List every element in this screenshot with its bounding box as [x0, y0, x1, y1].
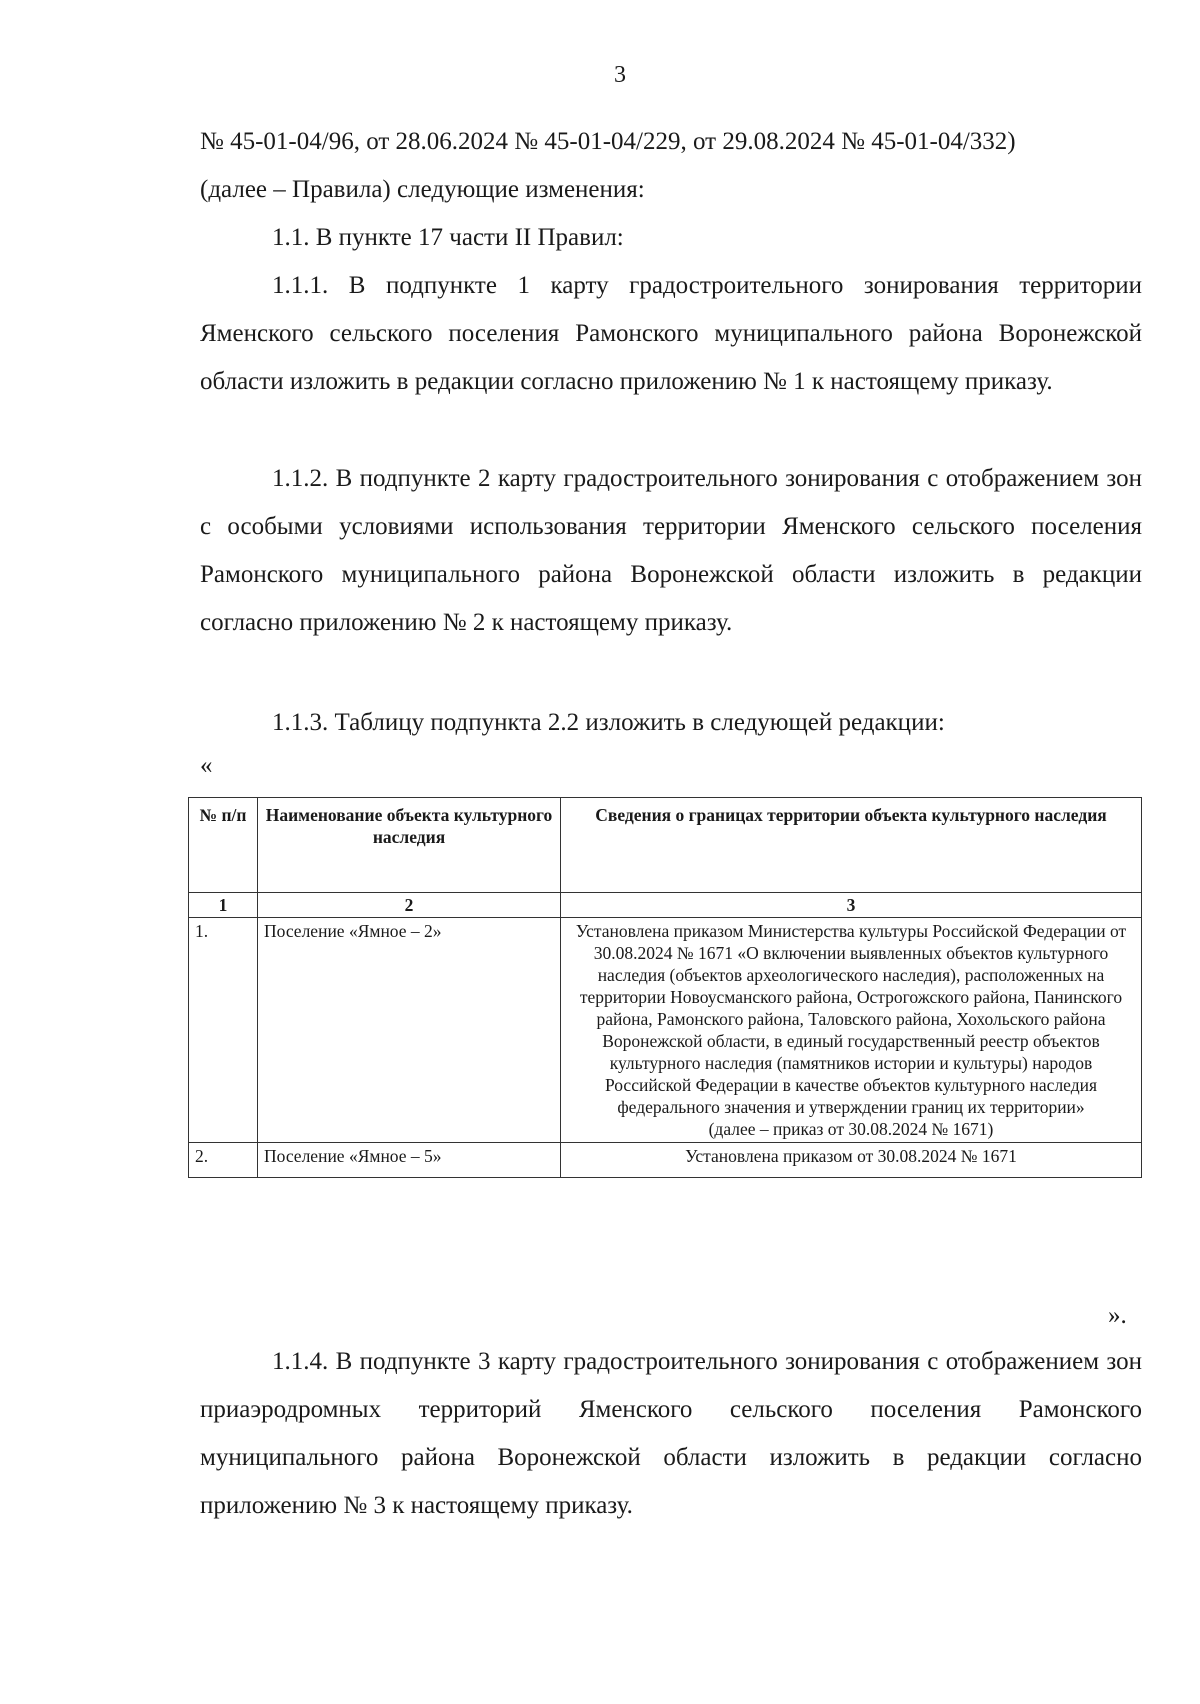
column-number: 1: [189, 893, 258, 918]
item-1-1-1: 1.1.1. В подпункте 1 карту градостроительного зонирования территории Яменского сельского поселения Рамонского муниципального района Воронежской области изложить в редакции согласно приложению № 1 к настоящему приказу.: [200, 272, 1142, 395]
item-1-1-4: 1.1.4. В подпункте 3 карту градостроительного зонирования с отображением зон приаэродромных территорий Яменского сельского поселения Рамонского муниципального района Воронежской области изложить в редакции согласно приложению № 3 к настоящему приказу.: [200, 1348, 1142, 1519]
header-name: Наименование объекта культурного наследия: [258, 798, 561, 893]
header-num: № п/п: [189, 798, 258, 893]
quote-open-mark: «: [200, 752, 213, 779]
row-info: [561, 1143, 1142, 1178]
column-number: 2: [258, 893, 561, 918]
row-info-note: (далее – приказ от 30.08.2024 № 1671): [708, 1119, 994, 1139]
row-name: Поселение «Ямное – 5»: [258, 1143, 561, 1178]
item-1-1-3: 1.1.3. Таблицу подпункта 2.2 изложить в следующей редакции:: [272, 709, 945, 736]
row-info-text: Установлена приказом Министерства культуры Российской Федерации от 30.08.2024 № 1671 «О включении выявленных объектов культурного наследия (объектов археологического наследия), расположенных на территории Новоусманского района, Острогожского района, Панинского района, Рамонского района, Таловского района, Хохольского района Воронежской области, в единый государственный реестр объектов культурного наследия (памятников истории и культуры) народов Российской Федерации в качестве объектов культурного наследия федерального значения и утверждении границ их территории»: [575, 921, 1127, 1117]
item-1-1-2: 1.1.2. В подпункте 2 карту градостроительного зонирования с отображением зон с особыми условиями использования территории Яменского сельского поселения Рамонского муниципального района Воронежской области изложить в редакции согласно приложению № 2 к настоящему приказу.: [200, 465, 1142, 636]
table-row: [189, 1143, 1142, 1178]
intro-line-1: № 45-01-04/96, от 28.06.2024 № 45-01-04/229, от 29.08.2024 № 45-01-04/332): [200, 128, 1016, 155]
table-row: [189, 918, 1142, 1143]
row-name: Поселение «Ямное – 2»: [258, 918, 561, 1143]
table-header-row: [189, 798, 1142, 893]
item-1-1: 1.1. В пункте 17 части II Правил:: [272, 224, 624, 251]
intro-line-2: (далее – Правила) следующие изменения:: [200, 176, 645, 203]
row-num: 2.: [189, 1143, 258, 1178]
row-num: 1.: [189, 918, 258, 1143]
page-number: 3: [614, 62, 626, 88]
table-column-numbers-row: [189, 893, 1142, 918]
quote-close-mark: ».: [1108, 1302, 1127, 1329]
column-number: 3: [561, 893, 1142, 918]
intro-paragraph: [200, 118, 1142, 214]
row-info-text: Установлена приказом от 30.08.2024 № 1671: [685, 1146, 1017, 1166]
header-info: Сведения о границах территории объекта культурного наследия: [561, 798, 1142, 893]
heritage-table: [188, 797, 1142, 1178]
row-info: [561, 918, 1142, 1143]
